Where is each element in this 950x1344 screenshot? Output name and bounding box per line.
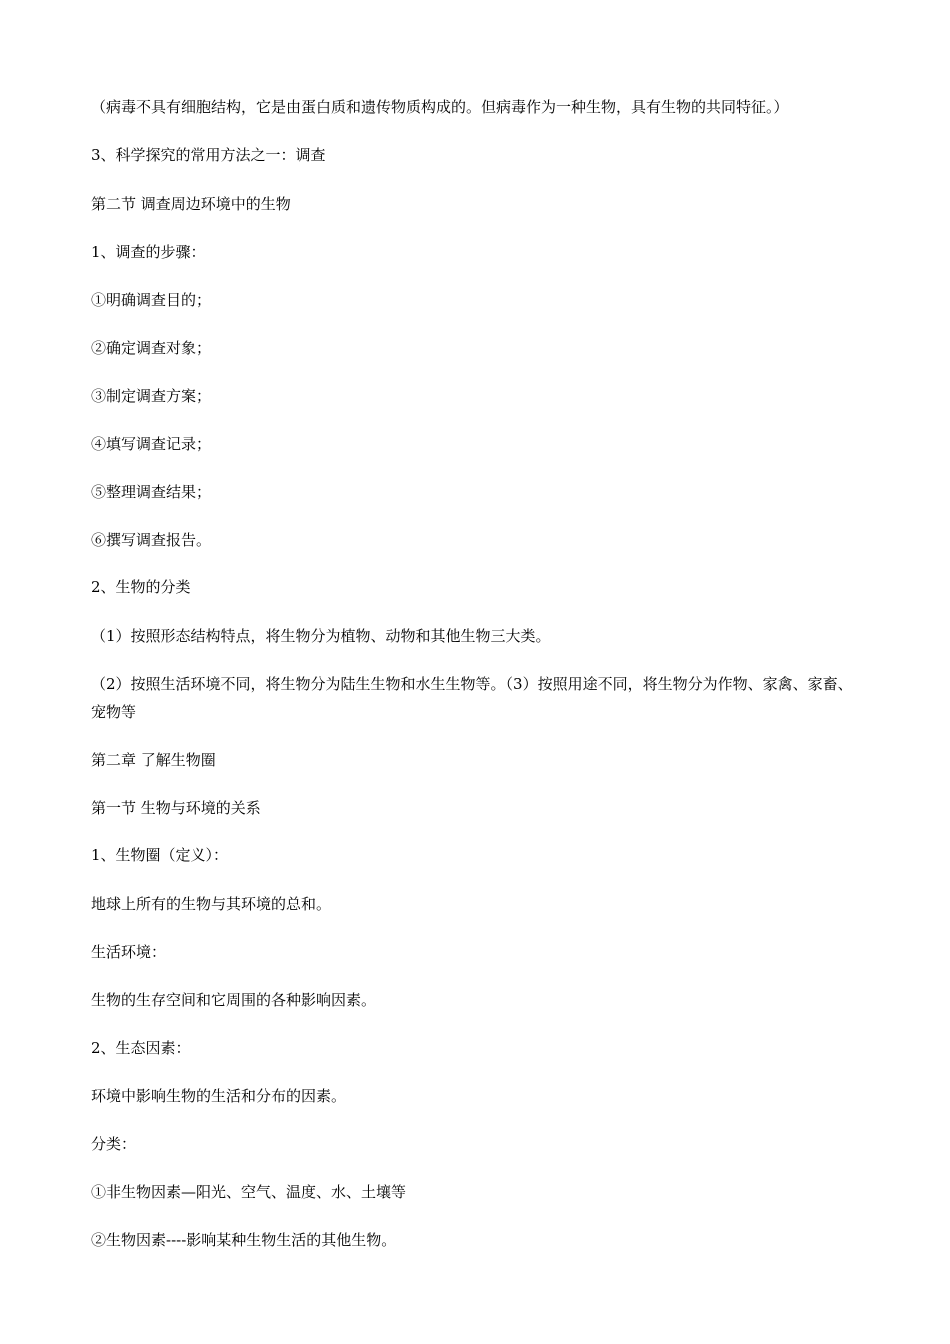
chapter-2-title: 第二章 了解生物圈 bbox=[91, 751, 216, 769]
survey-step-5: ⑤整理调查结果； bbox=[91, 483, 212, 501]
abiotic-factors: ①非生物因素—阳光、空气、温度、水、土壤等 bbox=[91, 1183, 407, 1201]
biosphere-definition: 地球上所有的生物与其环境的总和。 bbox=[91, 895, 332, 913]
survey-steps-heading: 1、调查的步骤： bbox=[91, 243, 206, 261]
survey-step-1: ①明确调查目的； bbox=[91, 291, 212, 309]
section-2-title: 第二节 调查周边环境中的生物 bbox=[91, 195, 291, 213]
biosphere-heading: 1、生物圈（定义）： bbox=[91, 846, 229, 864]
classification-item-1: （1）按照形态结构特点，将生物分为植物、动物和其他生物三大类。 bbox=[91, 627, 551, 645]
biotic-factors: ②生物因素----影响某种生物生活的其他生物。 bbox=[91, 1231, 397, 1249]
survey-step-4: ④填写调查记录； bbox=[91, 435, 212, 453]
ecological-factors-heading: 2、生态因素： bbox=[91, 1039, 191, 1057]
classification-label: 分类： bbox=[91, 1135, 137, 1153]
survey-step-2: ②确定调查对象； bbox=[91, 339, 212, 357]
living-environment-definition: 生物的生存空间和它周围的各种影响因素。 bbox=[91, 991, 377, 1009]
virus-note: （病毒不具有细胞结构，它是由蛋白质和遗传物质构成的。但病毒作为一种生物，具有生物的共同特征。） bbox=[91, 98, 789, 116]
classification-item-2-3: （2）按照生活环境不同，将生物分为陆生生物和水生生物等。（3）按照用途不同，将生物分为作物、家禽、家畜、宠物等 bbox=[91, 675, 853, 721]
section-1-title: 第一节 生物与环境的关系 bbox=[91, 799, 261, 817]
survey-method-heading: 3、科学探究的常用方法之一：调查 bbox=[91, 146, 326, 164]
ecological-factors-definition: 环境中影响生物的生活和分布的因素。 bbox=[91, 1087, 347, 1105]
survey-step-3: ③制定调查方案； bbox=[91, 387, 212, 405]
classification-heading: 2、生物的分类 bbox=[91, 578, 191, 596]
survey-step-6: ⑥撰写调查报告。 bbox=[91, 531, 212, 549]
living-environment-heading: 生活环境： bbox=[91, 943, 167, 961]
